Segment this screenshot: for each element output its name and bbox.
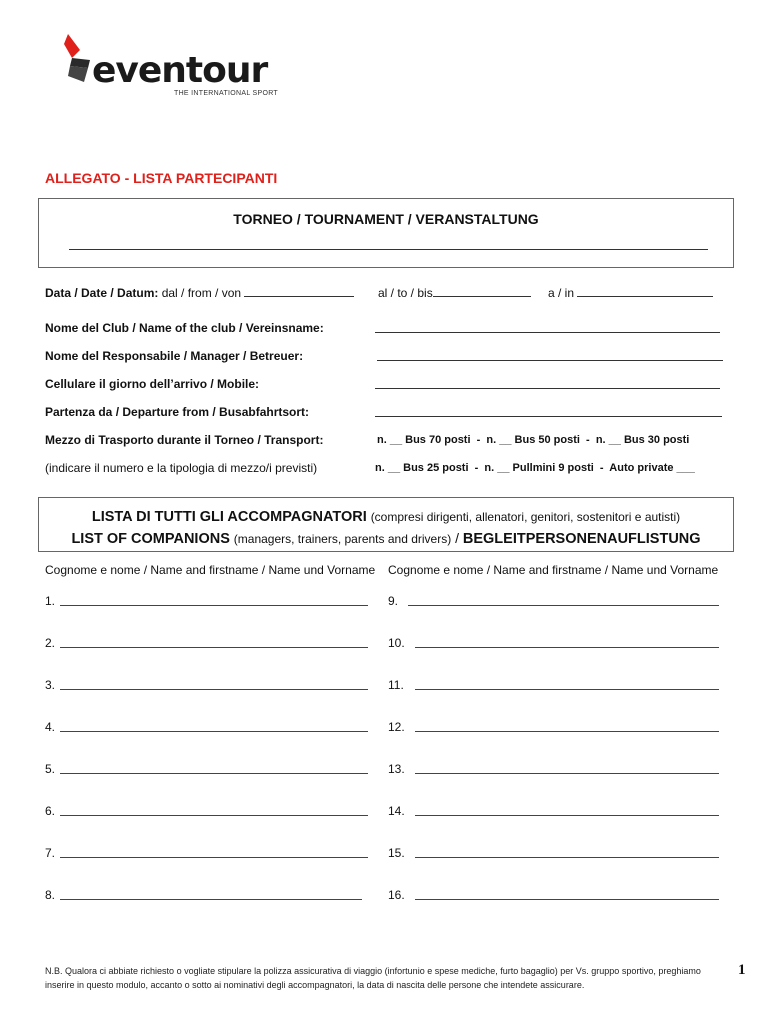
- entry-number: 6.: [45, 804, 56, 818]
- date-row: [45, 286, 354, 300]
- companion-field[interactable]: [60, 772, 368, 774]
- entry-number: 1.: [45, 594, 56, 608]
- footnote: N.B. Qualora ci abbiate richiesto o vogliate stipulare la polizza assicurativa di viaggio (infortunio e spese mediche, furto bagaglio) per Vs. gruppo sportivo, preghiamo inserire in questo modulo, accanto o sotto ai nominativi degli accompagnatori, la data di nascita delle persone che intendete assicurare.: [45, 966, 701, 990]
- entry-number: 8.: [45, 888, 56, 902]
- date-from-label: dal / from / von: [161, 286, 242, 300]
- companion-field[interactable]: [60, 898, 362, 900]
- transport-options-row1[interactable]: n. __ Bus 70 posti - n. __ Bus 50 posti - n. __ Bus 30 posti: [377, 434, 690, 446]
- transport-note: (indicare il numero e la tipologia di mezzo/i previsti): [45, 461, 318, 475]
- companion-field[interactable]: [415, 772, 719, 774]
- club-name-label: Nome del Club / Name of the club / Vereinsname:: [45, 321, 324, 335]
- date-to-label: al / to / bis: [378, 286, 433, 300]
- companion-field[interactable]: [60, 730, 368, 732]
- companion-field[interactable]: [415, 814, 719, 816]
- entry-number: 13.: [388, 762, 405, 776]
- date-to-group: [378, 286, 531, 300]
- companions-title-en: LIST OF COMPANIONS: [71, 531, 230, 547]
- companion-field[interactable]: [408, 604, 719, 606]
- companion-field[interactable]: [415, 646, 719, 648]
- companions-box: [38, 497, 734, 552]
- logo-wordmark: eventour: [92, 50, 268, 91]
- date-in-label: a / in: [548, 286, 575, 300]
- entry-number: 5.: [45, 762, 56, 776]
- date-to-field[interactable]: [433, 286, 531, 297]
- companion-field[interactable]: [60, 646, 368, 648]
- departure-field[interactable]: [375, 415, 722, 417]
- companions-slash: /: [455, 530, 459, 546]
- companion-field[interactable]: [60, 856, 368, 858]
- entry-number: 4.: [45, 720, 56, 734]
- transport-options-row2[interactable]: n. __ Bus 25 posti - n. __ Pullmini 9 posti - Auto private ___: [375, 462, 695, 474]
- companions-title-it-line: [39, 508, 733, 525]
- column-header-right: Cognome e nome / Name and firstname / Name und Vorname: [388, 563, 719, 577]
- companion-field[interactable]: [60, 604, 368, 606]
- entry-number: 16.: [388, 888, 405, 902]
- mobile-field[interactable]: [375, 387, 720, 389]
- companion-field[interactable]: [415, 898, 719, 900]
- logo-tagline: THE INTERNATIONAL SPORT: [174, 90, 279, 97]
- companions-title-it: LISTA DI TUTTI GLI ACCOMPAGNATORI: [91, 509, 367, 525]
- eventour-logo: [62, 30, 292, 100]
- transport-label: Mezzo di Trasporto durante il Torneo / Transport:: [45, 433, 324, 447]
- companions-title-en-line: [39, 530, 733, 547]
- manager-name-label: Nome del Responsabile / Manager / Betreuer:: [45, 349, 304, 363]
- companion-field[interactable]: [60, 814, 368, 816]
- tournament-box: [38, 198, 734, 268]
- page-number: 1: [738, 962, 746, 978]
- entry-number: 7.: [45, 846, 56, 860]
- companion-field[interactable]: [415, 730, 719, 732]
- companion-field[interactable]: [415, 856, 719, 858]
- manager-name-field[interactable]: [377, 359, 723, 361]
- tournament-title: TORNEO / TOURNAMENT / VERANSTALTUNG: [233, 211, 539, 227]
- companions-subtitle-en: (managers, trainers, parents and drivers): [233, 532, 452, 546]
- mobile-label: Cellulare il giorno dell’arrivo / Mobile:: [45, 377, 260, 391]
- entry-number: 10.: [388, 636, 405, 650]
- entry-number: 3.: [45, 678, 56, 692]
- date-in-group: [548, 286, 713, 300]
- entry-number: 9.: [388, 594, 399, 608]
- entry-number: 12.: [388, 720, 405, 734]
- date-in-field[interactable]: [577, 286, 713, 297]
- club-name-field[interactable]: [375, 331, 720, 333]
- entry-number: 11.: [388, 678, 404, 692]
- departure-label: Partenza da / Departure from / Busabfahrtsort:: [45, 405, 310, 419]
- date-from-field[interactable]: [244, 286, 354, 297]
- entry-number: 14.: [388, 804, 405, 818]
- column-header-left: Cognome e nome / Name and firstname / Name und Vorname: [45, 563, 376, 577]
- companions-subtitle-it: (compresi dirigenti, allenatori, genitori, sostenitori e autisti): [370, 510, 681, 524]
- tournament-name-field[interactable]: [69, 249, 708, 250]
- entry-number: 2.: [45, 636, 56, 650]
- companions-title-de: BEGLEITPERSONENAUFLISTUNG: [462, 531, 701, 547]
- entry-number: 15.: [388, 846, 405, 860]
- date-label: Data / Date / Datum:: [45, 286, 159, 300]
- companion-field[interactable]: [415, 688, 719, 690]
- companion-field[interactable]: [60, 688, 368, 690]
- page-heading: ALLEGATO - LISTA PARTECIPANTI: [45, 170, 278, 186]
